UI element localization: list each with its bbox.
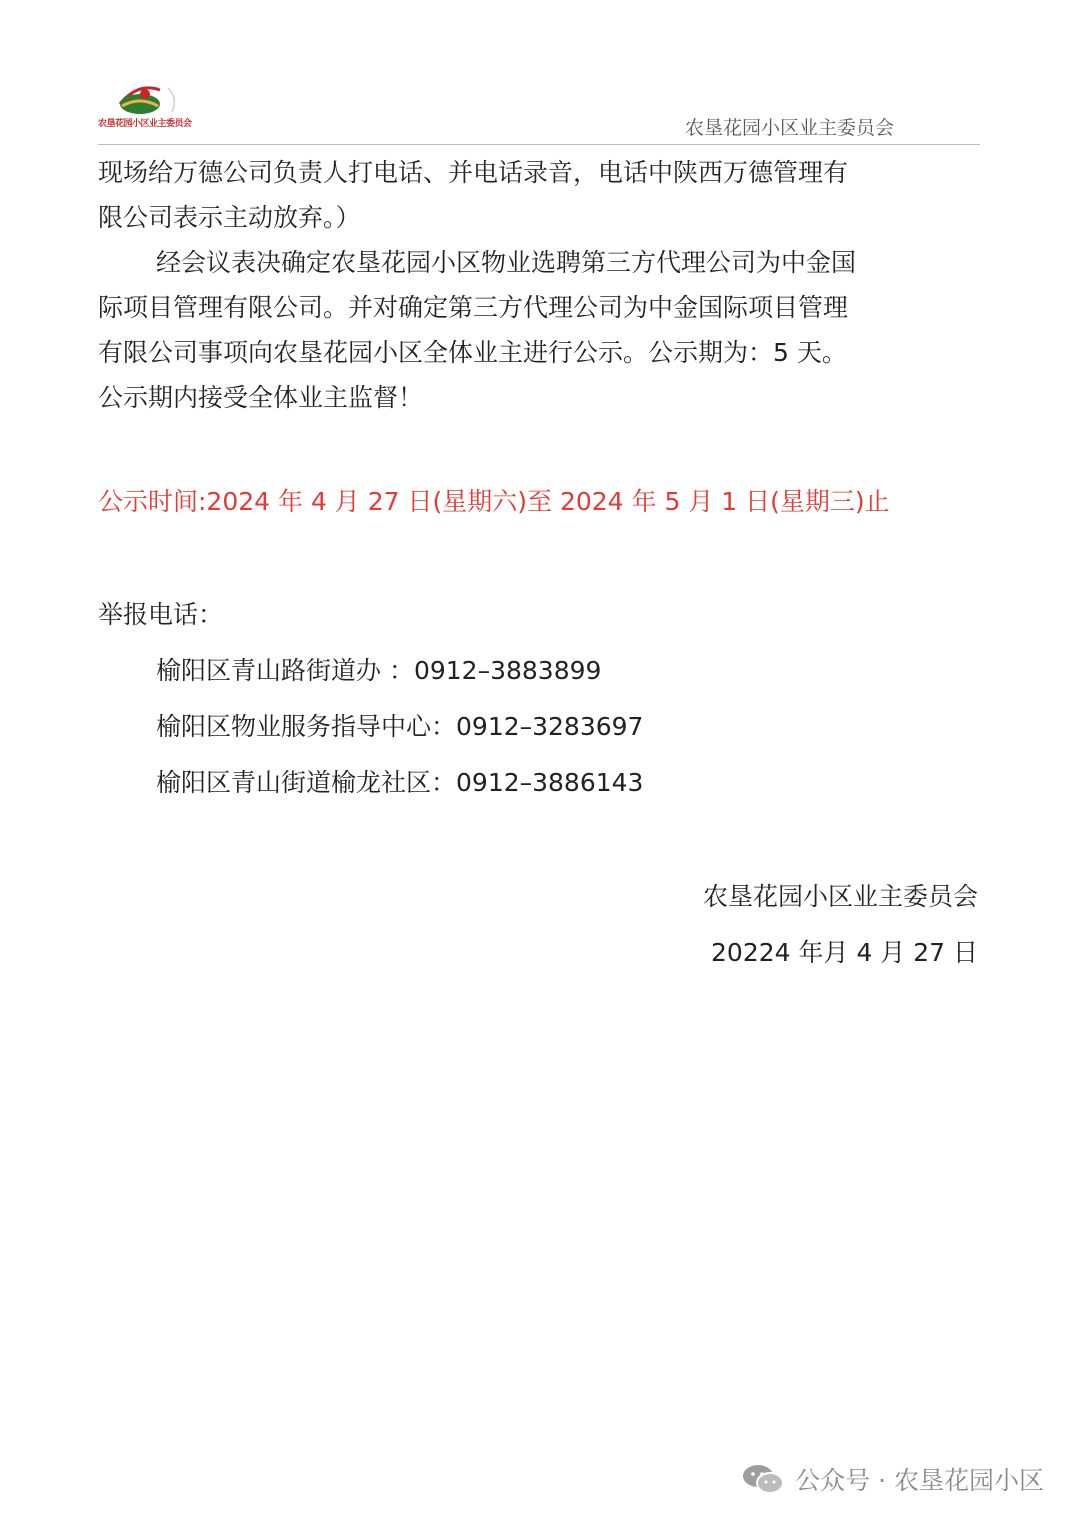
wechat-watermark [741,1462,1044,1496]
header-organization: 农垦花园小区业主委员会 [684,117,894,139]
logo-emblem-icon [98,78,190,118]
contact-item: 榆阳区青山街道榆龙社区：0912–3886143 [156,768,644,797]
committee-logo [98,78,190,134]
signature-date: 20224 年月 4 月 27 日 [711,938,978,967]
notice-period: 公示时间:2024 年 4 月 27 日(星期六)至 2024 年 5 月 1 日(星期三)止 [98,487,890,516]
watermark-text: 公众号 · 农垦花园小区 [795,1466,1044,1495]
contact-item: 榆阳区青山路街道办 ：0912–3883899 [156,656,602,685]
paragraph-1-line-1: 现场给万德公司负责人打电话、并电话录音，电话中陕西万德管理有 [98,158,849,187]
page-header [98,74,980,145]
paragraph-2-line-1: 经会议表决确定农垦花园小区物业选聘第三方代理公司为中金国 [156,248,857,277]
report-phone-title: 举报电话： [98,600,224,629]
signature-organization: 农垦花园小区业主委员会 [702,882,978,911]
contact-item: 榆阳区物业服务指导中心：0912–3283697 [156,712,644,741]
paragraph-2-line-3: 有限公司事项向农垦花园小区全体业主进行公示。公示期为：5 天。 [98,338,847,367]
wechat-icon [741,1463,785,1495]
paragraph-2-line-4: 公示期内接受全体业主监督！ [98,383,424,412]
paragraph-2-line-2: 际项目管理有限公司。并对确定第三方代理公司为中金国际项目管理 [98,293,849,322]
logo-text: 农垦花园小区业主委员会 [98,119,192,129]
paragraph-1-line-2: 限公司表示主动放弃。） [98,203,361,232]
